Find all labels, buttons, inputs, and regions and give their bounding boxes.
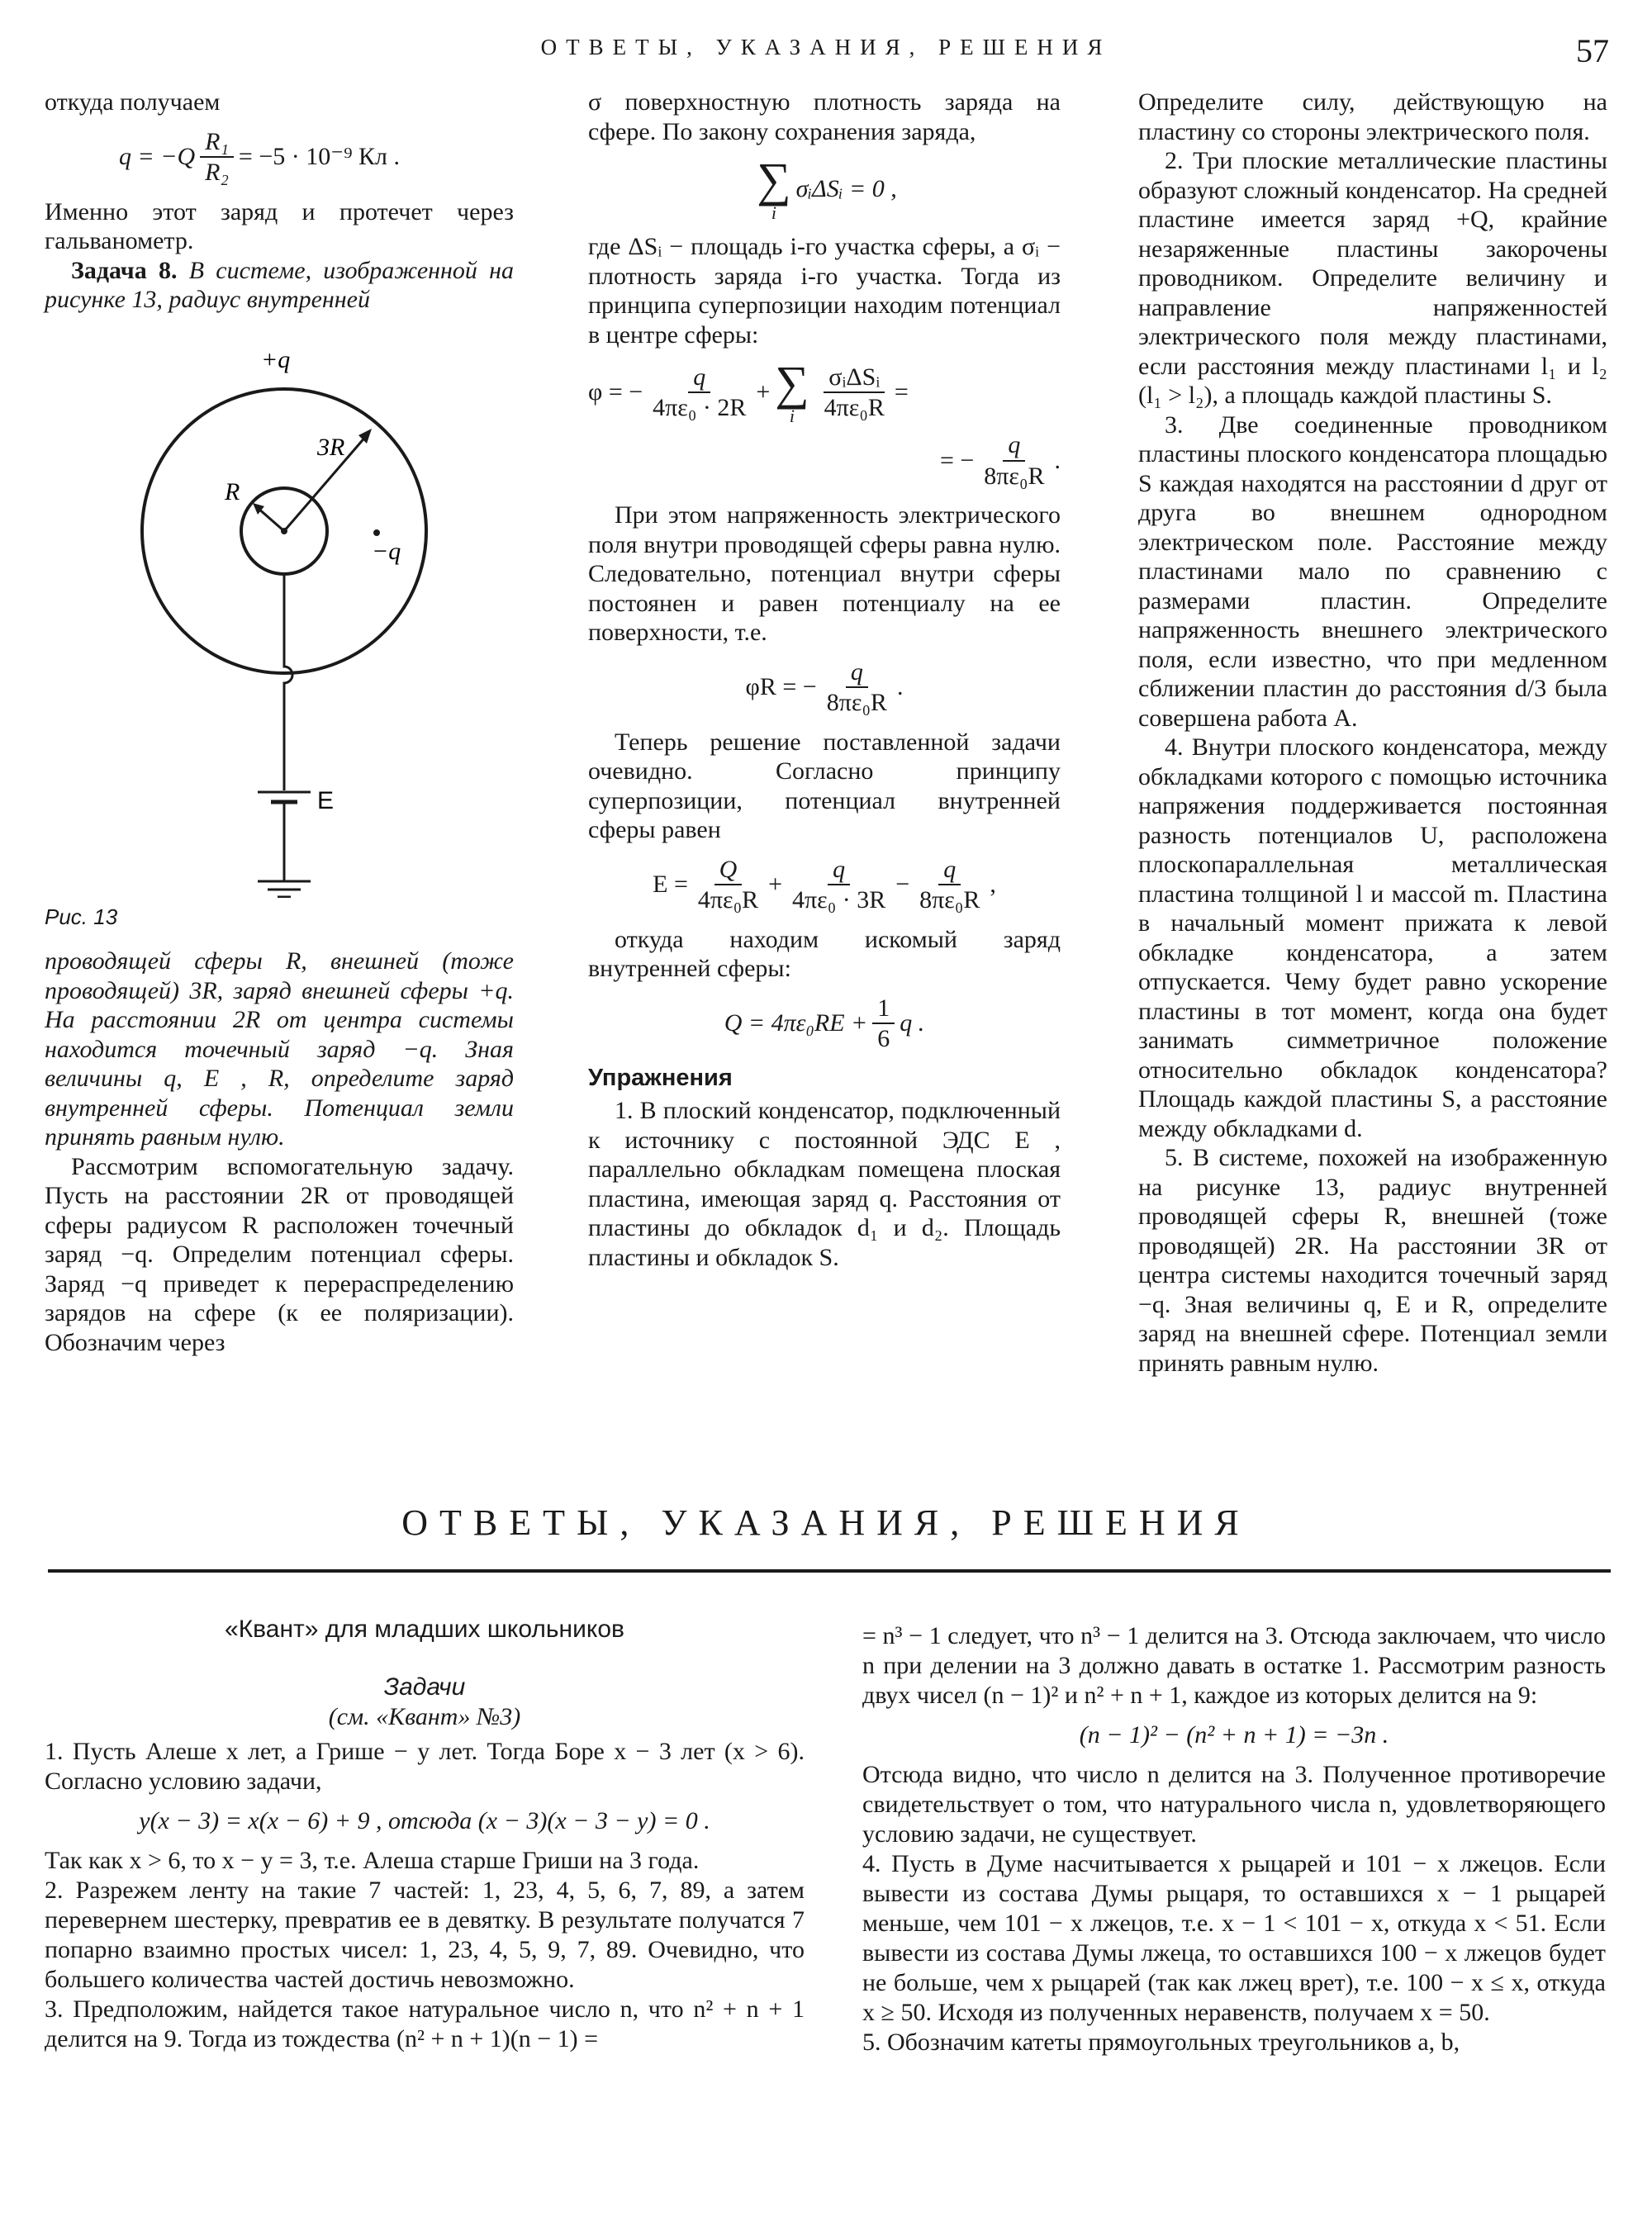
label-3R: 3R	[317, 433, 345, 461]
paragraph: Именно этот заряд и протечет через гальванометр.	[45, 197, 514, 254]
formula-potential-center-result: = − $\frac{q}{\text{8πε₀R}}$ .	[939, 431, 1061, 490]
answers-column-right	[862, 1621, 1606, 2057]
answer-4: 4. Пусть в Думе насчитывается x рыцарей и 101 − x лжецов. Если вывести из состава Думы рыцаря, то оставшихся x − 1 рыцарей меньше, чем 101 − x лжецов, т.е. x − 1 < 101 − x, откуда x < 51. Если вывести из состава Думы лжеца, то оставшихся 100 − x лжецов будет не больше, чем x рыцарей (так как лжец врет), т.е. 100 − x ≤ x, откуда x ≥ 50. Исходя из полученных неравенств, получаем x = 50.	[862, 1850, 1606, 2026]
label-minus-q: −q	[372, 537, 401, 565]
paragraph: откуда находим искомый заряд внутренней сферы:	[588, 925, 1061, 982]
label-emf: E	[317, 786, 335, 814]
formula-inner-potential: E = $\frac{Q}{\text{4πε₀R}}$ + $\frac{q}{\text{4πε₀ · 3R}}$ − $\frac{q}{\text{8πε₀R}}$ ,	[653, 855, 996, 913]
formula-difference: (n − 1)² − (n² + n + 1) = −3n .	[1079, 1721, 1389, 1749]
label-plus-q: +q	[261, 345, 291, 373]
answers-column-left	[45, 1615, 805, 2054]
paragraph: При этом напряженность электрического поля внутри проводящей сферы равна нулю. Следовательно, потенциал внутри сферы постоянен и равен потенциалу на ее поверхности, т.е.	[588, 501, 1061, 646]
sum-symbol: ∑	[775, 356, 809, 410]
figure-13	[45, 320, 514, 898]
section-rule	[48, 1569, 1611, 1573]
exercise-2: 2. Три плоские металлические пластины образуют сложный конденсатор. На средней пластине имеется заряд +Q, крайние незаряженные пластины закорочены проводником. Определите величину и направление напряженностей электрического поля между пластинами, если расстояния между пластинами l₁ и l₂ (l₁ > l₂), а площадь каждой пластины S.	[1138, 147, 1607, 409]
exercise-4: 4. Внутри плоского конденсатора, между обкладками которого с помощью источника напряжения поддерживается постоянная разность потенциалов U, расположена плоскопараллельная металлическая пластина толщиной l и массой m. Пластина в начальный момент прижата к левой обкладке конденсатора, а затем отпускается. Чему будет равно ускорение пластины в тот момент, когда она будет занимать симметричное положение относительно обкладок конденсатора? Площадь каждой пластины S, а расстояние между обкладками d.	[1138, 733, 1607, 1142]
section-subtitle: «Квант» для младших школьников	[225, 1616, 624, 1643]
formula-charge-conservation: ∑ i σᵢΔSᵢ = 0 ,	[757, 153, 897, 223]
section-title: ОТВЕТЫ, УКАЗАНИЯ, РЕШЕНИЯ	[401, 1502, 1251, 1543]
exercise-3: 3. Две соединенные проводником пластины плоского конденсатора площадью S каждая находятся на расстоянии d друг от друга во внешнем однородном электрическом поле. Расстояние между пластинами мало по сравнению с размерами пластин. Определите напряженность внешнего электрического поля, если известно, что при медленном сближении пластин до расстояния d/3 была совершена работа A.	[1138, 410, 1607, 732]
answer-3-continued: = n³ − 1 следует, что n³ − 1 делится на 3. Отсюда заключаем, что число n при делении на 3 должно давать в остатке 1. Рассмотрим разность двух чисел (n − 1)² и n² + n + 1, каждое из которых делится на 9:	[862, 1622, 1606, 1709]
task-8	[45, 256, 514, 315]
page-number: 57	[1576, 32, 1609, 69]
paragraph: σ поверхностную плотность заряда на сфере. По закону сохранения заряда,	[588, 88, 1061, 145]
task-label: Задача 8.	[71, 256, 178, 284]
exercises-heading: Упражнения	[588, 1064, 733, 1091]
answer-5: 5. Обозначим катеты прямоугольных треугольников a, b,	[862, 2029, 1460, 2056]
formula-ages: y(x − 3) = x(x − 6) + 9 , отсюда (x − 3)(x − 3 − y) = 0 .	[139, 1807, 710, 1834]
paragraph: Определите силу, действующую на пластину со стороны электрического поля.	[1138, 88, 1607, 145]
tasks-heading: Задачи	[383, 1673, 466, 1701]
exercise-1: 1. В плоский конденсатор, подключенный к источнику с постоянной ЭДС E , параллельно обкладкам помещена плоская пластина, имеющая заряд q. Расстояния от пластины до обкладок d₁ и d₂. Площадь пластины и обкладок S.	[588, 1097, 1061, 1271]
answer-2: 2. Разрежем ленту на такие 7 частей: 1, 23, 4, 5, 6, 7, 89, а затем перевернем шестерку, превратив ее в девятку. В результате получатся 7 попарно взаимно простых чисел: 1, 23, 4, 5, 9, 7, 89. Очевидно, что большего количества частей достичь невозможно.	[45, 1877, 805, 1993]
paragraph: откуда получаем	[45, 88, 221, 116]
formula-potential-center: φ = − $\frac{q}{\text{4πε₀ · 2R}}$ + ∑ i $\frac{\text{σᵢΔSᵢ}}{\text{4πε₀R}}$ =	[588, 356, 909, 426]
task-text: В системе, изображенной на рисунке 13, радиус внутренней	[45, 256, 515, 313]
formula-q: q = −Q $\frac{\text{R₁}}{\text{R₂}}$ = −5 · 10⁻⁹ Кл .	[119, 127, 401, 186]
figure-caption: Рис. 13	[45, 904, 118, 929]
ground-wire	[284, 574, 292, 790]
task-text-continued: проводящей сферы R, внешней (тоже проводящей) 3R, заряд внешней сферы +q. На расстоянии 2R от центра системы находится точечный заряд −q. Зная величины q, E , R, определите заряд внутренней сферы. Потенциал земли принять равным нулю.	[45, 947, 514, 1151]
sum-symbol: ∑	[757, 153, 791, 206]
column-1	[45, 88, 514, 1357]
answer-1: 1. Пусть Алеше x лет, а Грише − y лет. Тогда Боре x − 3 лет (x > 6). Согласно условию задачи,	[45, 1738, 805, 1795]
exercise-5: 5. В системе, похожей на изображенную на рисунке 13, радиус внутренней проводящей сферы R, внешней (тоже проводящей) 2R. На расстоянии 3R от центра системы находится точечный заряд −q. Зная величины q, E и R, определите заряд на внешней сфере. Потенциал земли принять равным нулю.	[1138, 1144, 1607, 1377]
answer-3: 3. Предположим, найдется такое натуральное число n, что n² + n + 1 делится на 9. Тогда из тождества (n² + n + 1)(n − 1) =	[45, 1995, 805, 2052]
formula-result-Q: Q = 4πε₀RE + $\frac{1}{6}$ q .	[724, 994, 925, 1052]
paragraph: Теперь решение поставленной задачи очевидно. Согласно принципу суперпозиции, потенциал внутренней сферы равен	[588, 728, 1061, 843]
answer-3-tail: Отсюда видно, что число n делится на 3. Полученное противоречие свидетельствует о том, что натурального числа n, удовлетворяющего условию задачи, не существует.	[862, 1761, 1606, 1848]
running-header: ОТВЕТЫ, УКАЗАНИЯ, РЕШЕНИЯ	[540, 35, 1112, 59]
column-2	[588, 88, 1061, 1272]
label-R: R	[225, 477, 240, 505]
radius-R-line	[258, 508, 284, 531]
point-charge	[373, 529, 380, 536]
formula-potential-surface: φR = − $\frac{q}{\text{8πε₀R}}$ .	[745, 657, 904, 716]
tasks-reference: (см. «Квант» №3)	[328, 1703, 521, 1730]
column-3	[1138, 88, 1607, 1378]
answer-1-tail: Так как x > 6, то x − y = 3, т.е. Алеша старше Гриши на 3 года.	[45, 1847, 700, 1874]
paragraph: Рассмотрим вспомогательную задачу. Пусть на расстоянии 2R от проводящей сферы радиусом R расположен точечный заряд −q. Определим потенциал сферы. Заряд −q приведет к перераспределению зарядов на сфере (к ее поляризации). Обозначим через	[45, 1152, 514, 1356]
paragraph: где ΔSᵢ − площадь i-го участка сферы, а σᵢ − плотность заряда i-го участка. Тогда из принципа суперпозиции находим потенциал в центре сферы:	[588, 233, 1061, 349]
